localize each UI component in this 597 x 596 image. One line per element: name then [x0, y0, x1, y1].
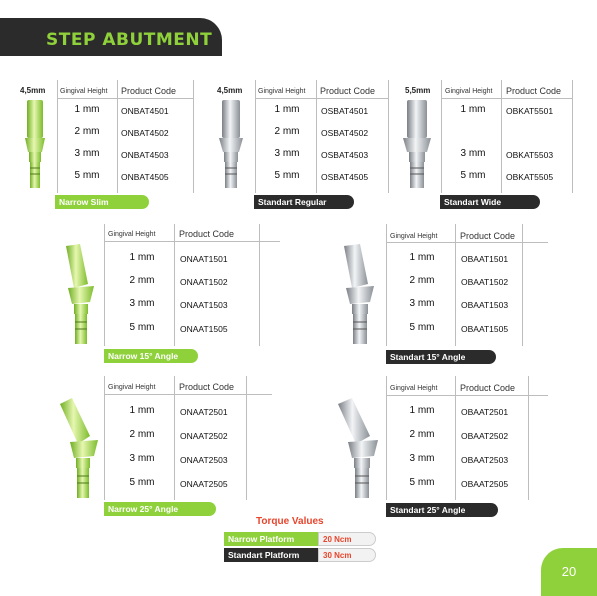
divider	[501, 80, 502, 193]
diameter-label: 4,5mm	[217, 86, 243, 95]
abutment-image-narrow-slim	[22, 100, 48, 192]
gingival-height-cell: 5 mm	[409, 322, 435, 333]
product-code-cell: OSBAT4503	[321, 150, 369, 160]
gingival-height-cell: 2 mm	[129, 275, 155, 286]
divider	[57, 98, 193, 99]
product-label-standart-regular: Standart Regular	[254, 195, 354, 209]
gingival-height-cell: 1 mm	[409, 405, 435, 416]
divider	[316, 80, 317, 193]
gingival-height-cell: 2 mm	[409, 275, 435, 286]
page-title: STEP ABUTMENT	[46, 30, 213, 50]
product-code-cell: ONAAT2503	[180, 455, 228, 465]
gingival-height-cell: 5 mm	[129, 322, 155, 333]
gingival-height-cell: 2 mm	[74, 126, 100, 137]
divider	[174, 224, 175, 346]
product-code-cell: OBKAT5505	[506, 172, 554, 182]
product-code-cell: ONAAT1501	[180, 254, 228, 264]
gingival-height-cell: 1 mm	[74, 104, 100, 115]
gingival-height-cell: 5 mm	[274, 170, 300, 181]
product-label-standart-15-angle: Standart 15° Angle	[386, 350, 496, 364]
abutment-image-standart-wide	[400, 100, 434, 192]
gingival-height-cell: 3 mm	[74, 148, 100, 159]
divider	[572, 80, 573, 193]
diameter-label: 4,5mm	[20, 86, 46, 95]
divider	[104, 394, 272, 395]
divider	[193, 80, 194, 193]
product-label-narrow-slim: Narrow Slim	[55, 195, 149, 209]
product-code-cell: OBAAT2503	[461, 455, 509, 465]
product-code-cell: OBAAT2502	[461, 431, 509, 441]
gingival-height-cell: 3 mm	[129, 453, 155, 464]
product-code-cell: ONBAT4505	[121, 172, 169, 182]
abutment-image-standart-15-angle	[338, 244, 384, 348]
col-header-gingival: Gingival Height	[445, 88, 493, 95]
product-code-cell: OBAAT1501	[461, 254, 509, 264]
gingival-height-cell: 5 mm	[129, 477, 155, 488]
divider	[104, 224, 105, 346]
product-code-cell: OBKAT5503	[506, 150, 554, 160]
divider	[255, 80, 256, 193]
product-code-cell: ONBAT4503	[121, 150, 169, 160]
gingival-height-cell: 1 mm	[129, 252, 155, 263]
col-header-code: Product Code	[179, 382, 235, 392]
col-header-code: Product Code	[460, 383, 516, 393]
col-header-gingival: Gingival Height	[60, 88, 108, 95]
product-code-cell: ONBAT4501	[121, 106, 169, 116]
product-code-cell: ONBAT4502	[121, 128, 169, 138]
gingival-height-cell: 3 mm	[409, 298, 435, 309]
divider	[388, 80, 389, 193]
product-label-narrow-25-angle: Narrow 25° Angle	[104, 502, 216, 516]
gingival-height-cell: 2 mm	[129, 429, 155, 440]
abutment-image-narrow-15-angle	[60, 244, 104, 348]
torque-label-narrow: Narrow Platform	[224, 532, 318, 546]
product-code-cell: OBAAT1502	[461, 277, 509, 287]
product-code-cell: OSBAT4502	[321, 128, 369, 138]
product-label-standart-wide: Standart Wide	[440, 195, 540, 209]
product-code-cell: ONAAT1503	[180, 300, 228, 310]
col-header-code: Product Code	[460, 231, 516, 241]
gingival-height-cell: 1 mm	[409, 252, 435, 263]
product-code-cell: OBKAT5501	[506, 106, 554, 116]
product-code-cell: OBAAT1505	[461, 324, 509, 334]
gingival-height-cell: 2 mm	[274, 126, 300, 137]
product-code-cell: ONAAT1505	[180, 324, 228, 334]
product-code-cell: OBAAT1503	[461, 300, 509, 310]
divider	[441, 80, 442, 193]
product-code-cell: ONAAT2505	[180, 479, 228, 489]
product-code-cell: ONAAT2501	[180, 407, 228, 417]
torque-value-standart: 30 Ncm	[318, 548, 376, 562]
divider	[255, 98, 388, 99]
col-header-code: Product Code	[179, 229, 235, 239]
divider	[117, 80, 118, 193]
gingival-height-cell: 1 mm	[274, 104, 300, 115]
product-label-standart-25-angle: Standart 25° Angle	[386, 503, 498, 517]
torque-value-narrow: 20 Ncm	[318, 532, 376, 546]
divider	[104, 241, 280, 242]
page-number: 20	[541, 548, 597, 596]
abutment-image-standart-25-angle	[336, 398, 386, 502]
product-code-cell: ONAAT2502	[180, 431, 228, 441]
divider	[259, 224, 260, 346]
col-header-gingival: Gingival Height	[258, 88, 306, 95]
gingival-height-cell: 2 mm	[409, 429, 435, 440]
abutment-image-standart-regular	[216, 100, 246, 192]
col-header-gingival: Gingival Height	[390, 385, 438, 392]
gingival-height-cell: 1 mm	[129, 405, 155, 416]
gingival-height-cell: 5 mm	[74, 170, 100, 181]
product-code-cell: ONAAT1502	[180, 277, 228, 287]
gingival-height-cell: 5 mm	[409, 477, 435, 488]
product-code-cell: OBAAT2501	[461, 407, 509, 417]
divider	[441, 98, 572, 99]
gingival-height-cell: 3 mm	[409, 453, 435, 464]
gingival-height-cell: 1 mm	[460, 104, 486, 115]
abutment-image-narrow-25-angle	[58, 398, 106, 502]
col-header-code: Product Code	[506, 86, 562, 96]
torque-title: Torque Values	[256, 516, 324, 527]
divider	[386, 242, 548, 243]
gingival-height-cell: 5 mm	[460, 170, 486, 181]
col-header-code: Product Code	[121, 86, 177, 96]
torque-label-standart: Standart Platform	[224, 548, 318, 562]
col-header-gingival: Gingival Height	[108, 384, 156, 391]
product-code-cell: OSBAT4501	[321, 106, 369, 116]
divider	[57, 80, 58, 193]
product-code-cell: OBAAT2505	[461, 479, 509, 489]
divider	[386, 395, 548, 396]
diameter-label: 5,5mm	[405, 86, 431, 95]
product-label-narrow-15-angle: Narrow 15° Angle	[104, 349, 198, 363]
gingival-height-cell: 3 mm	[460, 148, 486, 159]
product-code-cell: OSBAT4505	[321, 172, 369, 182]
col-header-gingival: Gingival Height	[108, 231, 156, 238]
gingival-height-cell: 3 mm	[274, 148, 300, 159]
col-header-gingival: Gingival Height	[390, 233, 438, 240]
col-header-code: Product Code	[320, 86, 376, 96]
gingival-height-cell: 3 mm	[129, 298, 155, 309]
